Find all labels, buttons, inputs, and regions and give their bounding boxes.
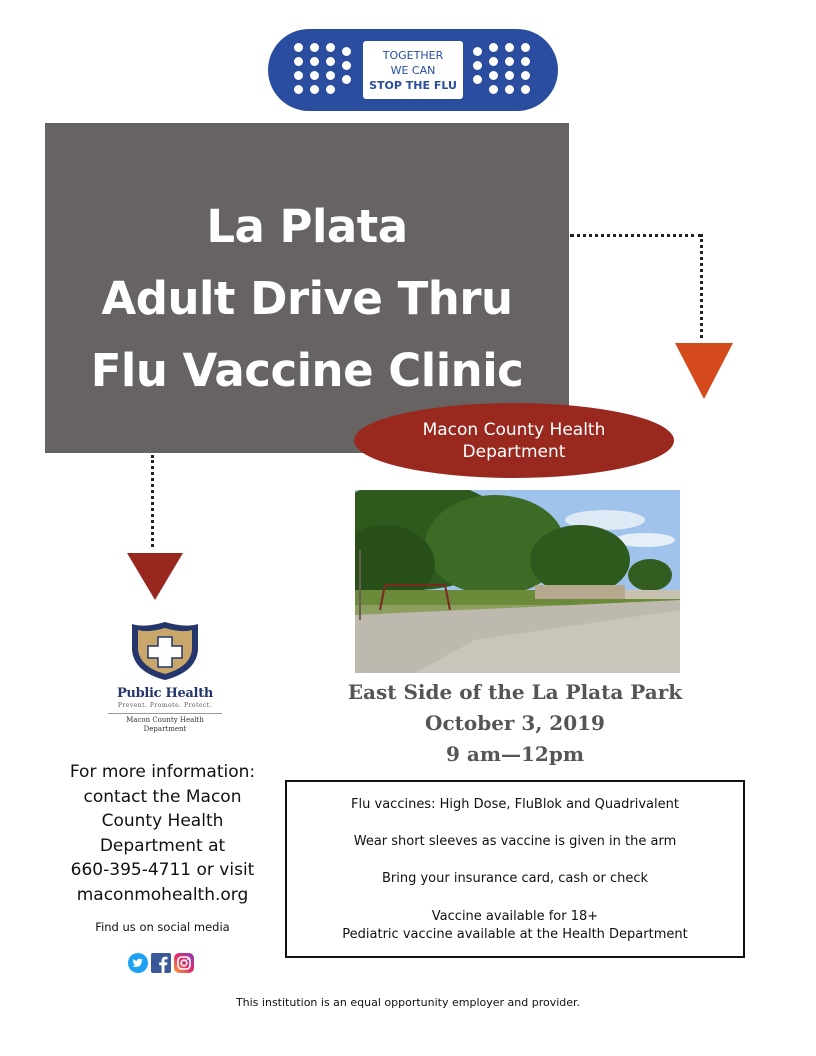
- event-details: [290, 677, 740, 770]
- park-photo: [355, 490, 680, 673]
- twitter-icon[interactable]: [128, 953, 148, 973]
- note-payment: Bring your insurance card, cash or check: [381, 871, 649, 886]
- logo-tagline: Prevent. Promote. Protect.: [117, 702, 213, 709]
- social-label: Find us on social media: [95, 920, 230, 934]
- organizer-line-2: Department: [462, 441, 566, 462]
- clinic-notes-box: [285, 780, 745, 958]
- facebook-icon[interactable]: [151, 953, 171, 973]
- logo-divider: [108, 713, 222, 714]
- logo-dept-line-2: Department: [143, 725, 187, 733]
- public-health-logo: [100, 620, 230, 740]
- social-icons: [128, 953, 194, 975]
- badge-line-2: WE CAN: [390, 64, 436, 77]
- logo-dept-line-1: Macon County Health: [126, 716, 204, 724]
- organizer-line-1: Macon County Health: [422, 419, 606, 440]
- event-location: East Side of the La Plata Park: [347, 680, 683, 704]
- info-line-6: maconmohealth.org: [76, 884, 249, 905]
- page-title: [45, 191, 569, 407]
- info-line-3: County Health: [101, 811, 224, 831]
- park-photo-illustration: [355, 490, 680, 673]
- badge-line-3: STOP THE FLU: [369, 79, 457, 92]
- dotted-connector-left-v: [151, 455, 154, 547]
- event-date: October 3, 2019: [425, 711, 605, 735]
- note-age: Vaccine available for 18+: [431, 909, 599, 924]
- contact-info: [55, 760, 270, 907]
- organizer-oval: [354, 403, 674, 478]
- note-pediatric: Pediatric vaccine available at the Health Department: [342, 927, 688, 942]
- bandage-pad: [363, 41, 463, 99]
- bandage-dots-right: [473, 41, 533, 99]
- note-sleeves: Wear short sleeves as vaccine is given in the arm: [353, 834, 677, 849]
- flu-bandage-badge: [268, 29, 558, 111]
- logo-department: [100, 716, 230, 734]
- info-line-4: Department at: [99, 835, 226, 856]
- instagram-icon[interactable]: [174, 953, 194, 973]
- title-line-2: Adult Drive Thru: [101, 272, 513, 325]
- info-line-1: For more information:: [69, 762, 256, 782]
- event-time: 9 am—12pm: [446, 742, 584, 766]
- badge-line-1: TOGETHER: [382, 49, 444, 62]
- info-line-2: contact the Macon: [83, 786, 242, 807]
- info-line-5: 660-395-4711 or visit: [70, 860, 255, 880]
- title-line-3: Flu Vaccine Clinic: [90, 344, 524, 397]
- red-arrow-icon: [127, 553, 183, 600]
- bandage-dots-left: [290, 41, 350, 99]
- shield-cross-icon: [100, 620, 230, 682]
- logo-name: Public Health: [116, 686, 214, 701]
- orange-arrow-icon: [675, 343, 733, 399]
- footer-statement: This institution is an equal opportunity employer and provider.: [235, 996, 581, 1009]
- dotted-connector-right-v: [700, 234, 703, 338]
- dotted-connector-right-h: [570, 234, 702, 237]
- title-line-1: La Plata: [206, 200, 408, 253]
- note-vaccines: Flu vaccines: High Dose, FluBlok and Quadrivalent: [351, 797, 679, 812]
